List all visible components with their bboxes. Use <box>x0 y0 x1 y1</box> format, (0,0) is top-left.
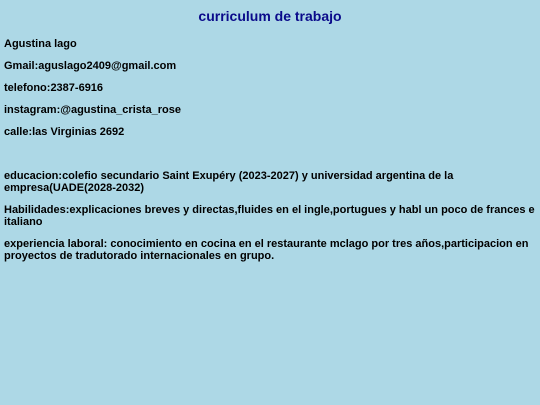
experience-text: experiencia laboral: conocimiento en cocina en el restaurante mclago por tres años,participacion en proyectos de tradutorado internacionales en grupo. <box>4 238 529 262</box>
name-text: Agustina lago <box>4 38 77 50</box>
page-title: curriculum de trabajo <box>198 8 342 24</box>
phone-text: telefono:2387-6916 <box>4 82 104 94</box>
education-text: educacion:colefio secundario Saint Exupéry (2023-2027) y universidad argentina de la empresa(UADE(2028-2032) <box>4 170 454 194</box>
gmail-text: Gmail:aguslago2409@gmail.com <box>4 60 177 72</box>
skills-text: Habilidades:explicaciones breves y directas,fluides en el ingle,portugues y habl un poco de frances e italiano <box>4 204 535 228</box>
address-text: calle:las Virginias 2692 <box>4 126 125 138</box>
instagram-text: instagram:@agustina_crista_rose <box>4 104 182 116</box>
